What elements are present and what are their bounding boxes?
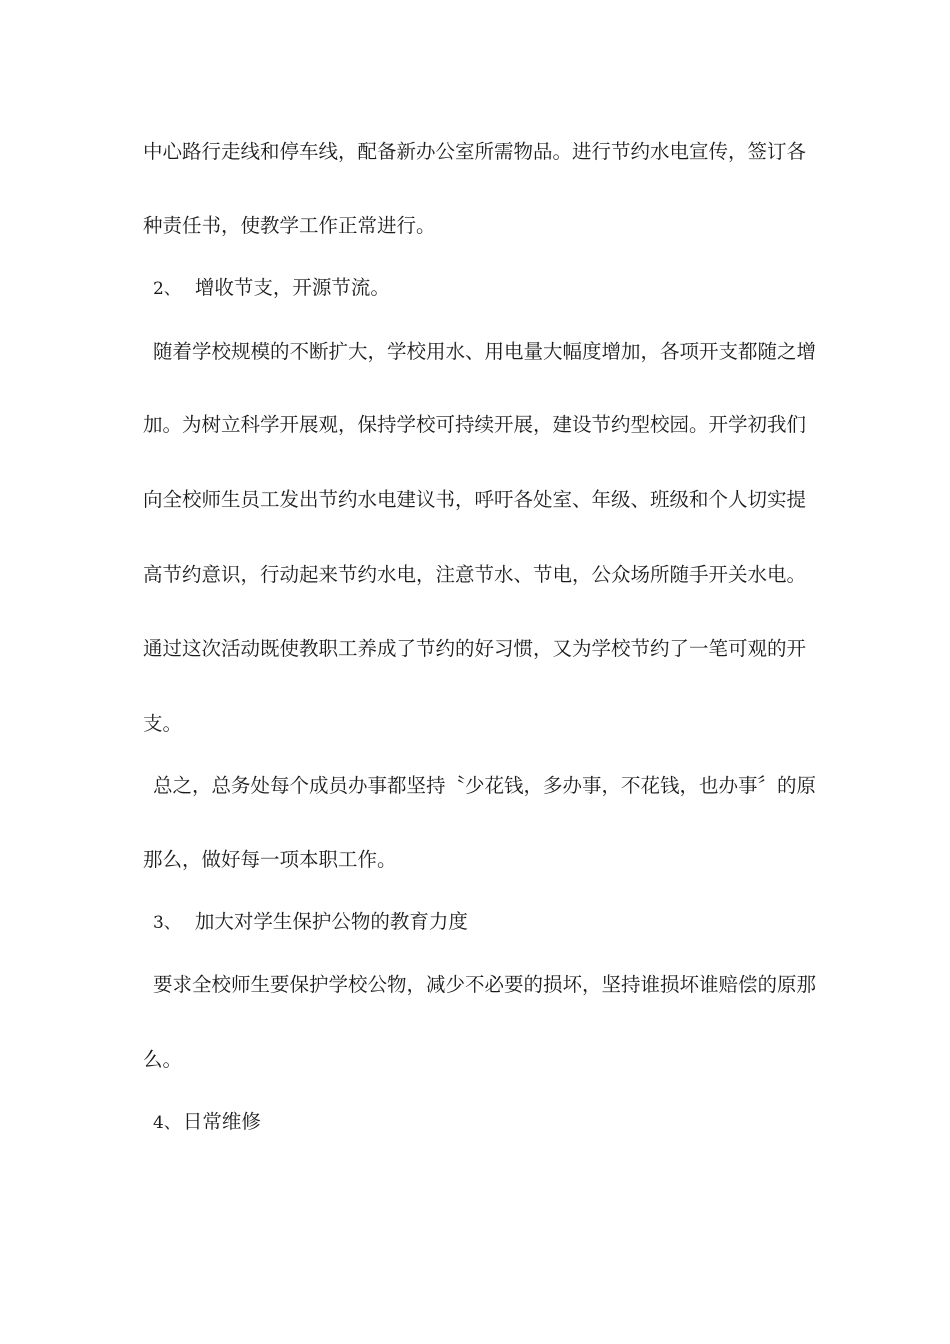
heading-number: 3、 bbox=[153, 913, 181, 933]
paragraph-line: 高节约意识，行动起来节约水电，注意节水、节电，公众场所随手开关水电。 bbox=[143, 563, 807, 586]
section-heading-4 bbox=[153, 1109, 833, 1136]
paragraph-line: 支。 bbox=[143, 712, 183, 735]
paragraph-line: 加。为树立科学开展观，保持学校可持续开展，建设节约型校园。开学初我们 bbox=[143, 413, 807, 436]
heading-number: 2、 bbox=[153, 279, 181, 299]
heading-number: 4、 bbox=[153, 1113, 181, 1133]
paragraph-line: 要求全校师生要保护学校公物，减少不必要的损坏，坚持谁损坏谁赔偿的原那 bbox=[153, 973, 817, 996]
section-heading-2 bbox=[153, 275, 833, 302]
section-heading-3 bbox=[153, 909, 833, 936]
paragraph-line: 那么，做好每一项本职工作。 bbox=[143, 848, 397, 871]
paragraph-line: 中心路行走线和停车线，配备新办公室所需物品。进行节约水电宣传，签订各 bbox=[143, 140, 807, 163]
paragraph-line: 总之，总务处每个成员办事都坚持〝少花钱，多办事，不花钱，也办事〞的原 bbox=[153, 774, 817, 797]
paragraph-line: 种责任书，使教学工作正常进行。 bbox=[143, 214, 436, 237]
heading-text: 日常维修 bbox=[182, 1110, 261, 1133]
paragraph-line: 随着学校规模的不断扩大，学校用水、用电量大幅度增加，各项开支都随之增 bbox=[153, 340, 817, 363]
paragraph-line: 通过这次活动既使教职工养成了节约的好习惯，又为学校节约了一笔可观的开 bbox=[143, 637, 807, 660]
heading-text: 加大对学生保护公物的教育力度 bbox=[194, 910, 468, 933]
heading-text: 增收节支，开源节流。 bbox=[194, 276, 390, 299]
paragraph-line: 么。 bbox=[143, 1048, 183, 1071]
paragraph-line: 向全校师生员工发出节约水电建议书，呼吁各处室、年级、班级和个人切实提 bbox=[143, 488, 807, 511]
